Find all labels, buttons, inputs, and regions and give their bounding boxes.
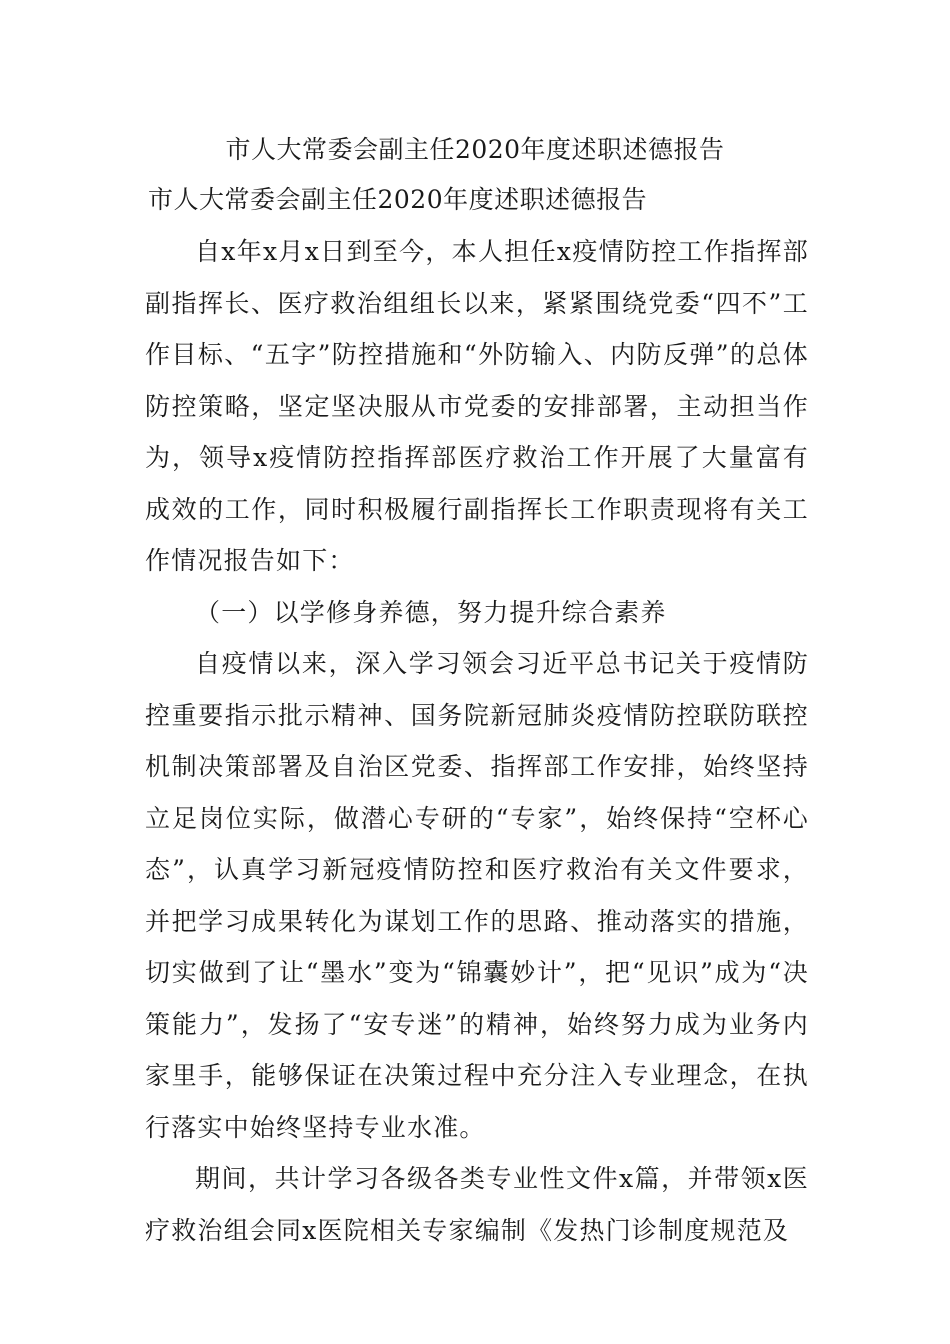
document-body (145, 226, 809, 1256)
document-title: 市人大常委会副主任2020年度述职述德报告 (225, 135, 725, 164)
section-heading: （一）以学修身养德，努力提升综合素养 (195, 597, 667, 627)
document-subtitle: 市人大常委会副主任2020年度述职述德报告 (148, 185, 648, 214)
paragraph-study: 自疫情以来，深入学习领会习近平总书记关于疫情防控重要指示批示精神、国务院新冠肺炎疫情防控联防联控机制决策部署及自治区党委、指挥部工作安排，始终坚持立足岗位实际，做潜心专研的“专家”，始终保持“空杯心态”，认真学习新冠疫情防控和医疗救治有关文件要求，并把学习成果转化为谋划工作的思路、推动落实的措施，切实做到了让“墨水”变为“锦囊妙计”，把“见识”成为“决策能力”，发扬了“安专迷”的精神，始终努力成为业务内家里手，能够保证在决策过程中充分注入专业理念，在执行落实中始终坚持专业水准。 (145, 649, 809, 1142)
paragraph-period: 期间，共计学习各级各类专业性文件x篇，并带领x医疗救治组会同x医院相关专家编制《发热门诊制度规范及 (145, 1164, 809, 1245)
paragraph-intro: 自x年x月x日到至今，本人担任x疫情防控工作指挥部副指挥长、医疗救治组组长以来，紧紧围绕党委“四不”工作目标、“五字”防控措施和“外防输入、内防反弹”的总体防控策略，坚定坚决服从市党委的安排部署，主动担当作为，领导x疫情防控指挥部医疗救治工作开展了大量富有成效的工作，同时积极履行副指挥长工作职责现将有关工作情况报告如下： (145, 237, 809, 575)
